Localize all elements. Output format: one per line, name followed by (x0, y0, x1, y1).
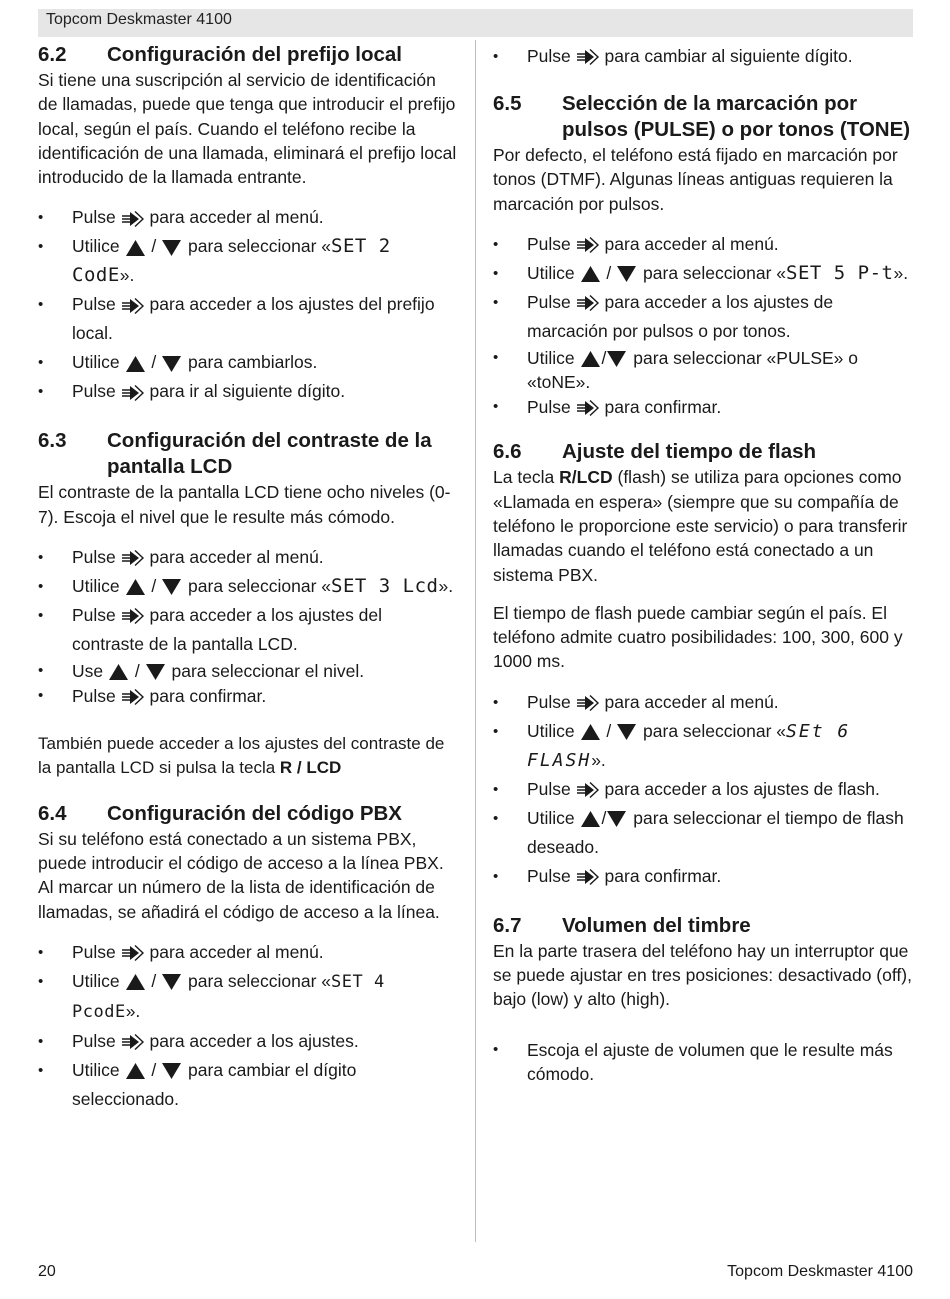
bullet-list (38, 543, 458, 708)
list-item (493, 395, 913, 420)
bullet-icon: • (38, 549, 44, 567)
list-item (38, 1056, 458, 1114)
bullet-list (493, 42, 913, 71)
bullet-text: para acceder a los ajustes de marcación por pulsos o por tonos. (527, 291, 834, 341)
section-title: Configuración del código PBX (107, 801, 402, 825)
down-arrow-icon (616, 265, 638, 283)
enter-key-icon (576, 399, 600, 417)
bullet-list (38, 938, 458, 1114)
lcd-text: SET 5 P-t (786, 261, 894, 284)
bullet-text: para ir al siguiente dígito. (149, 381, 346, 402)
enter-key-icon (576, 48, 600, 66)
bullet-text: para seleccionar el tiempo de flash deseado. (527, 807, 904, 857)
list-item (493, 346, 913, 395)
up-arrow-icon (125, 1062, 147, 1080)
bullet-verb: Pulse (527, 691, 571, 712)
lcd-text: SET 3 Lcd (331, 575, 439, 598)
bullet-list (493, 230, 913, 420)
bullet-verb: Pulse (527, 396, 571, 417)
bullet-text: para acceder a los ajustes de flash. (604, 778, 880, 799)
bullet-text: para seleccionar « (188, 970, 332, 991)
bullet-verb: Pulse (527, 291, 571, 312)
section-intro: En la parte trasera del teléfono hay un interruptor que se puede ajustar en tres posiciones: desactivado (off), bajo (low) y alto (high). (493, 940, 912, 1010)
bullet-text: Escoja el ajuste de volumen que le resulte más cómodo. (527, 1039, 893, 1085)
bullet-icon: • (493, 722, 499, 740)
section-number: 6.4 (38, 801, 67, 825)
bullet-icon: • (493, 780, 499, 798)
bullet-icon: • (493, 1040, 499, 1058)
bullet-verb: Pulse (72, 547, 116, 568)
section-intro: Al marcar un número de la lista de identificación de llamadas, se añadirá el código de acceso a la línea. (38, 877, 440, 922)
lcd-text: SET 4 PcodE (72, 971, 385, 1022)
section-number: 6.3 (38, 429, 67, 453)
list-item (38, 232, 458, 290)
up-arrow-icon (125, 239, 147, 257)
option-pulse: PULSE (776, 347, 834, 368)
list-item (493, 688, 913, 717)
bullet-icon: • (493, 48, 499, 65)
bullet-verb: Utilice (72, 236, 120, 257)
section-intro: El contraste de la pantalla LCD tiene ocho niveles (0-7). Escoja el nivel que le resulte más cómodo. (38, 482, 451, 527)
bullet-verb: Pulse (72, 381, 116, 402)
list-item (38, 601, 458, 659)
bullet-text: para cambiarlos. (188, 352, 318, 373)
list-item (38, 938, 458, 967)
close-quote: ». (893, 262, 909, 283)
bullet-verb: Utilice (72, 576, 120, 597)
list-item (493, 259, 913, 288)
bullet-list (493, 1038, 913, 1087)
bullet-text: para acceder a los ajustes. (149, 1030, 359, 1051)
bullet-text: para acceder al menú. (604, 691, 779, 712)
section-intro (493, 465, 913, 586)
bullet-verb: Pulse (72, 605, 116, 626)
section-title: Ajuste del tiempo de flash (562, 440, 817, 464)
section-number: 6.2 (38, 43, 67, 66)
section-intro: Por defecto, el teléfono está fijado en marcación por tonos (DTMF). Algunas líneas antiguas requieren la marcación por pulsos. (493, 145, 898, 214)
bullet-verb: Utilice (72, 352, 120, 373)
bullet-text: para acceder al menú. (149, 547, 324, 568)
bullet-verb: Pulse (527, 778, 571, 799)
bullet-verb: Pulse (72, 685, 116, 706)
down-arrow-icon (606, 350, 628, 368)
bullet-icon: • (38, 1061, 44, 1079)
header-title: Topcom Deskmaster 4100 (46, 11, 232, 28)
enter-key-icon (121, 1033, 145, 1051)
section-heading-6-5 (493, 91, 913, 143)
enter-key-icon (576, 236, 600, 254)
slash: / (601, 807, 607, 828)
bullet-icon: • (493, 264, 499, 282)
bullet-text: para acceder al menú. (149, 941, 324, 962)
column-divider (475, 40, 476, 1242)
bullet-text: para seleccionar « (643, 720, 787, 741)
bullet-text: para seleccionar « (188, 576, 332, 597)
bullet-icon: • (493, 867, 499, 885)
enter-key-icon (576, 294, 600, 312)
bullet-text: para acceder a los ajustes del prefijo local. (72, 294, 435, 344)
bullet-icon: • (493, 809, 499, 827)
down-arrow-icon (145, 663, 167, 681)
bullet-icon: • (38, 943, 44, 961)
bullet-verb: Pulse (527, 865, 571, 886)
bullet-text: para acceder al menú. (604, 233, 779, 254)
list-item (38, 543, 458, 572)
list-item (493, 804, 913, 862)
up-arrow-icon (580, 265, 602, 283)
down-arrow-icon (606, 810, 628, 828)
list-item (38, 659, 458, 684)
enter-key-icon (576, 694, 600, 712)
list-item (38, 348, 458, 377)
list-item (493, 1038, 913, 1087)
bullet-text: » o « (527, 347, 858, 393)
section-heading-6-3 (38, 428, 458, 480)
list-item (38, 1027, 458, 1056)
section-heading-6-6 (493, 439, 913, 465)
section-number: 6.5 (493, 92, 522, 115)
enter-key-icon (121, 688, 145, 706)
list-item (38, 377, 458, 406)
bullet-list (38, 203, 458, 406)
bullet-icon: • (38, 662, 44, 680)
down-arrow-icon (161, 239, 183, 257)
bullet-verb: Utilice (72, 970, 120, 991)
close-quote: ». (575, 372, 591, 393)
section-title: Selección de la marcación por pulsos (PULSE) o por tonos (TONE) (562, 92, 911, 141)
outro-text: También puede acceder a los ajustes del contraste de la pantalla LCD si pulsa la tecla (38, 734, 445, 778)
slash: / (606, 720, 612, 741)
list-item (493, 230, 913, 259)
list-item (493, 775, 913, 804)
lcd-text: SET 2 CodE (72, 235, 391, 287)
bullet-text: para seleccionar « (188, 236, 332, 257)
bullet-text: para acceder al menú. (149, 207, 324, 228)
enter-key-icon (121, 297, 145, 315)
bullet-verb: Pulse (72, 1030, 116, 1051)
down-arrow-icon (161, 1062, 183, 1080)
down-arrow-icon (161, 578, 183, 596)
bullet-verb: Utilice (72, 1059, 120, 1080)
enter-key-icon (121, 944, 145, 962)
bullet-text: para cambiar el dígito seleccionado. (72, 1059, 357, 1109)
section-title: Configuración del contraste de la pantalla LCD (107, 429, 432, 479)
bullet-verb: Pulse (72, 941, 116, 962)
enter-key-icon (121, 549, 145, 567)
section-intro: El tiempo de flash puede cambiar según el país. El teléfono admite cuatro posibilidades: 100, 300, 600 y 1000 ms. (493, 602, 903, 672)
close-quote: ». (438, 576, 454, 597)
section-intro: Si su teléfono está conectado a un sistema PBX, puede introducir el código de acceso a la línea PBX. (38, 828, 444, 873)
bullet-icon: • (493, 293, 499, 311)
section-heading-6-2 (38, 42, 458, 68)
bullet-icon: • (38, 296, 44, 314)
list-item (38, 572, 458, 601)
bullet-icon: • (38, 209, 44, 227)
down-arrow-icon (616, 723, 638, 741)
slash: / (151, 970, 157, 991)
bullet-text: para seleccionar « (643, 262, 787, 283)
enter-key-icon (121, 607, 145, 625)
lcd-text: SEt 6 FLASH (527, 720, 851, 771)
up-arrow-icon (580, 723, 602, 741)
list-item (493, 42, 913, 71)
enter-key-icon (576, 781, 600, 799)
list-item (493, 288, 913, 346)
page-number: 20 (38, 1263, 56, 1280)
bullet-text: para confirmar. (604, 865, 722, 886)
list-item (38, 203, 458, 232)
slash: / (601, 347, 607, 368)
slash: / (151, 576, 157, 597)
bullet-verb: Utilice (527, 807, 575, 828)
list-item (38, 967, 458, 1027)
bullet-text: para confirmar. (149, 685, 267, 706)
up-arrow-icon (125, 355, 147, 373)
bullet-icon: • (493, 693, 499, 711)
section-title: Configuración del prefijo local (107, 43, 402, 66)
section-heading-6-4 (38, 801, 458, 827)
section-number: 6.7 (493, 913, 522, 937)
bullet-icon: • (38, 354, 44, 372)
bullet-icon: • (38, 607, 44, 625)
bullet-text: para confirmar. (604, 396, 722, 417)
close-quote: ». (119, 265, 135, 286)
up-arrow-icon (580, 350, 602, 368)
up-arrow-icon (580, 810, 602, 828)
option-tone: toNE (536, 372, 576, 393)
bullet-verb: Utilice (527, 347, 575, 368)
bullet-icon: • (38, 578, 44, 596)
bullet-icon: • (38, 383, 44, 401)
list-item (493, 717, 913, 775)
key-name: R/LCD (559, 467, 613, 488)
bullet-verb: Pulse (527, 46, 571, 66)
header-bar (38, 9, 913, 37)
down-arrow-icon (161, 355, 183, 373)
bullet-verb: Utilice (527, 720, 575, 741)
bullet-icon: • (493, 348, 499, 366)
intro-text: (flash) se utiliza para opciones como «Llamada en espera» (siempre que su compañía de teléfono le proporcione este servicio) o para transferir llamadas cuando el teléfono está conectado a un sistema PBX. (493, 467, 908, 585)
key-name: R / LCD (279, 758, 342, 778)
section-number: 6.6 (493, 440, 522, 464)
bullet-verb: Utilice (527, 262, 575, 283)
bullet-list (493, 688, 913, 891)
intro-text: La tecla (493, 467, 560, 488)
slash: / (151, 1059, 157, 1080)
bullet-icon: • (38, 686, 44, 704)
bullet-icon: • (38, 1032, 44, 1050)
down-arrow-icon (161, 973, 183, 991)
list-item (38, 684, 458, 709)
footer-title: Topcom Deskmaster 4100 (727, 1263, 913, 1280)
section-intro: Si tiene una suscripción al servicio de identificación de llamadas, puede que tenga que introducir el prefijo local, según el país. Cuando el teléfono recibe la identificación de una llamada, eliminará el prefijo local introducido de la llamada entrante. (38, 70, 457, 188)
bullet-verb: Use (72, 661, 104, 682)
section-heading-6-7 (493, 913, 913, 939)
list-item (38, 290, 458, 348)
up-arrow-icon (108, 663, 130, 681)
enter-key-icon (121, 384, 145, 402)
list-item (493, 862, 913, 891)
bullet-icon: • (38, 238, 44, 256)
slash: / (606, 262, 612, 283)
up-arrow-icon (125, 578, 147, 596)
bullet-icon: • (38, 972, 44, 990)
close-quote: ». (125, 1000, 141, 1021)
bullet-icon: • (493, 397, 499, 415)
right-column (493, 42, 913, 1087)
slash: / (134, 661, 140, 682)
bullet-text: para acceder a los ajustes del contraste de la pantalla LCD. (72, 605, 383, 655)
slash: / (151, 352, 157, 373)
section-outro (38, 732, 458, 781)
left-column (38, 42, 458, 1114)
enter-key-icon (576, 868, 600, 886)
bullet-text: para cambiar al siguiente dígito. (604, 46, 853, 66)
bullet-verb: Pulse (72, 207, 116, 228)
close-quote: ». (591, 749, 606, 770)
bullet-text: para seleccionar « (633, 347, 777, 368)
bullet-text: para seleccionar el nivel. (171, 661, 365, 682)
slash: / (151, 236, 157, 257)
bullet-verb: Pulse (72, 294, 116, 315)
bullet-icon: • (493, 235, 499, 253)
section-title: Volumen del timbre (562, 913, 751, 937)
enter-key-icon (121, 210, 145, 228)
bullet-verb: Pulse (527, 233, 571, 254)
up-arrow-icon (125, 973, 147, 991)
